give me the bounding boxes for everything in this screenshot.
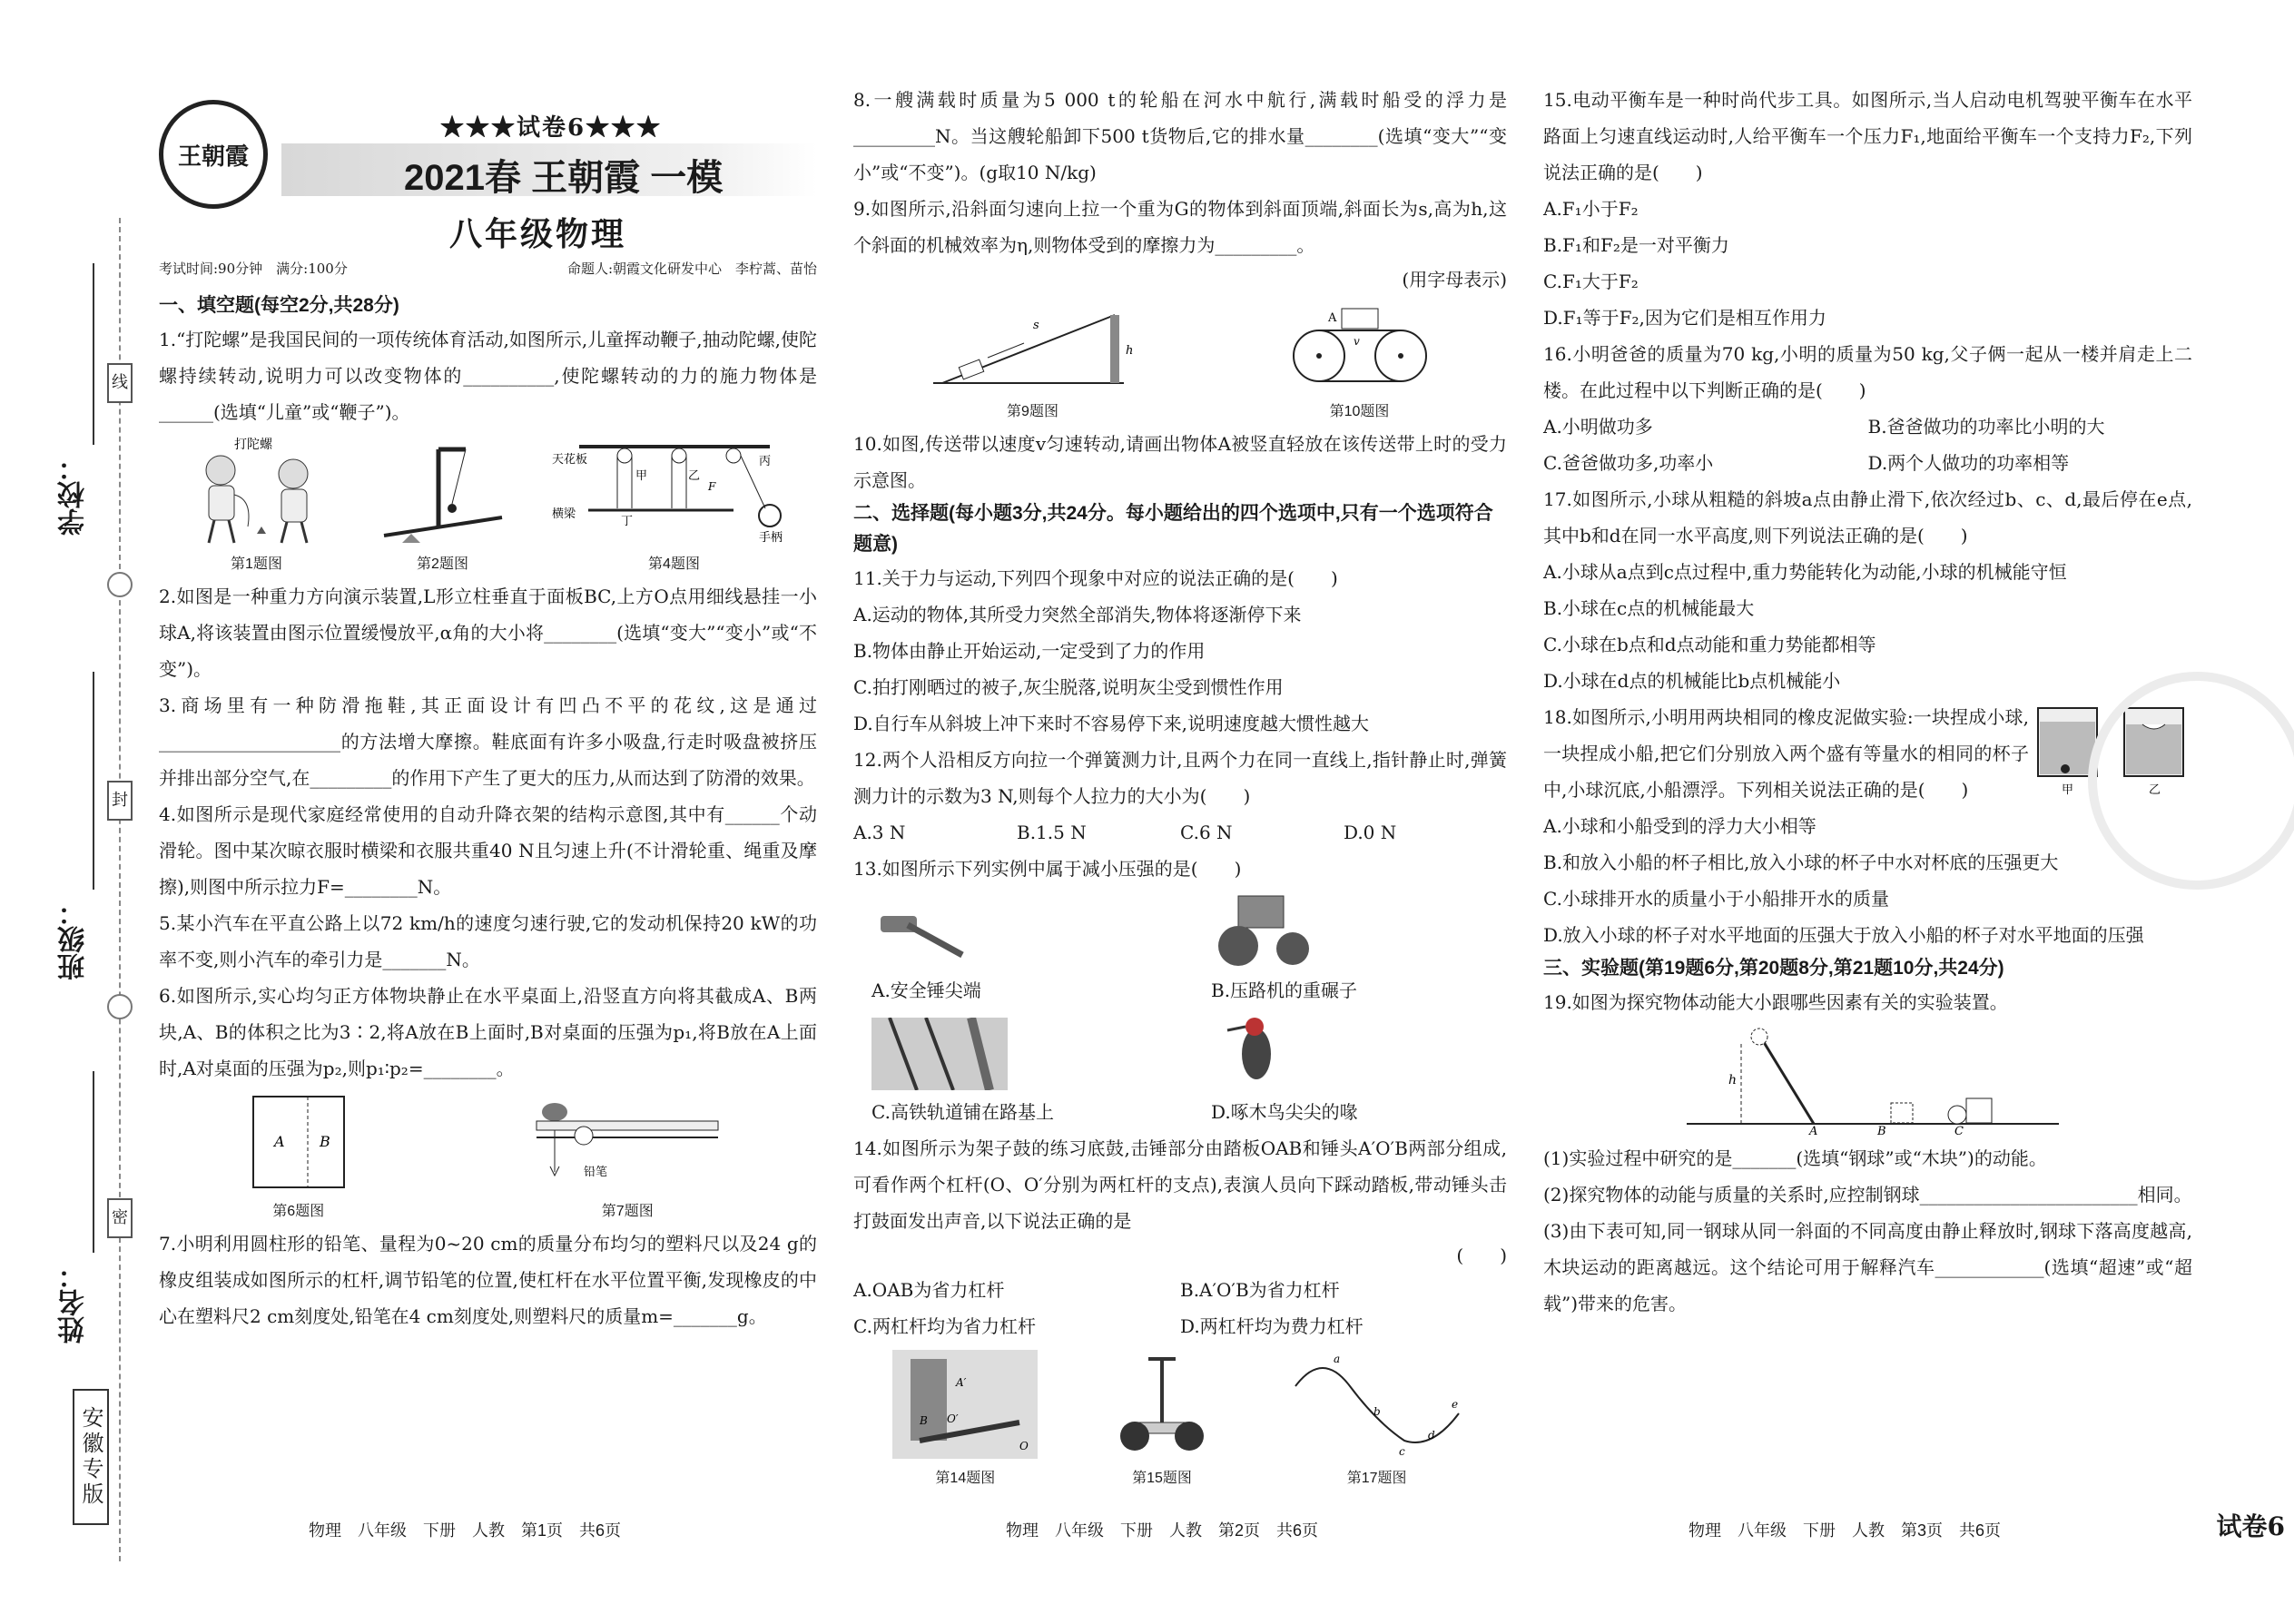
seal-mark-secret: 密	[107, 1198, 133, 1238]
figure-row	[159, 430, 817, 578]
question-9: 9.如图所示,沿斜面匀速向上拉一个重为G的物体到斜面顶端,斜面长为s,高为h,这个斜面的机械效率为η,则物体受到的摩擦力为_________。	[853, 198, 1507, 256]
page-title: 2021春 王朝霞 一模	[404, 158, 724, 198]
question-5: 5.某小汽车在平直公路上以72 km/h的速度匀速行驶,它的发动机保持20 kW的功率不变,则小汽车的牵引力是_______N。	[159, 912, 817, 970]
binding-margin	[0, 0, 150, 1624]
label-point-a: A	[1808, 1125, 1817, 1135]
seal-line	[119, 218, 121, 1561]
question-2: 2.如图是一种重力方向演示装置,L形立柱垂直于面板BC,上方O点用细线悬挂一小球A,将该装置由图示位置缓慢放平,α角的大小将________(选填“变大”“变小”或“不变”)。	[159, 586, 817, 680]
svg-text:c: c	[1398, 1445, 1405, 1458]
label-pulley-c: 丙	[758, 455, 771, 468]
option[interactable]: A.小明做功多	[1543, 416, 1653, 438]
question-16: 16.小明爸爸的质量为70 kg,小明的质量为50 kg,父子俩一起从一楼并肩走上二楼。在此过程中以下判断正确的是( )	[1543, 343, 2192, 401]
option[interactable]: D.放入小球的杯子对水平地面的压强大于放入小船的杯子对水平地面的压强	[1543, 924, 2144, 946]
kinetic-energy-apparatus-diagram	[1669, 1026, 2068, 1135]
section-title: 一、填空题(每空2分,共28分)	[159, 295, 399, 316]
section-title: 二、选择题(每小题3分,共24分。每小题给出的四个选项中,只有一个选项符合题意)	[853, 503, 1493, 555]
option-row	[1543, 445, 2192, 481]
option[interactable]: C.小球排开水的质量小于小船排开水的质量	[1543, 888, 1889, 910]
svg-text:A′: A′	[956, 1376, 967, 1389]
class-label: 班级：	[58, 899, 90, 980]
question-6: 6.如图所示,实心均匀正方体物块静止在水平桌面上,沿竖直方向将其截成A、B两块,A、B的体积之比为3∶2,将A放在B上面时,B对桌面的压强为p₁,将B放在A上面时,A对桌面的压强为p₂,则p₁∶p₂=________。	[159, 985, 817, 1079]
option[interactable]: B.爸爸做功的功率比小明的大	[1867, 416, 2105, 438]
option-figure-b[interactable]	[1211, 887, 1489, 1009]
page-footer-3: 物理 八年级 下册 人教 第3页 共6页	[1689, 1521, 2002, 1540]
figure-4	[552, 436, 797, 573]
option[interactable]: A.3 N	[853, 822, 906, 843]
figure-1	[180, 436, 334, 573]
question-15: 15.电动平衡车是一种时尚代步工具。如图所示,当人启动电机驾驶平衡车在水平路面上匀速直线运动时,人给平衡车一个压力F₁,地面给平衡车一个支持力F₂,下列说法正确的是( )	[1543, 89, 2192, 183]
label-ceiling: 天花板	[551, 453, 587, 467]
figure-15	[1117, 1350, 1207, 1487]
label-pencil: 铅笔	[584, 1166, 608, 1179]
figure-6	[249, 1092, 349, 1220]
label-point-b: B	[1876, 1125, 1886, 1135]
option[interactable]: A.运动的物体,其所受力突然全部消失,物体将逐渐停下来	[853, 604, 1302, 625]
figure-caption: 第9题图	[1007, 404, 1058, 419]
figure-row	[159, 1087, 817, 1225]
name-label: 姓名：	[58, 1262, 90, 1343]
school-label: 学校：	[58, 454, 90, 536]
option-figure-d[interactable]	[1211, 1009, 1489, 1130]
question-17: 17.如图所示,小球从粗糙的斜坡a点由静止滑下,依次经过b、c、d,最后停在e点,其中b和d在同一水平高度,则下列说法正确的是( )	[1543, 488, 2192, 546]
cube-split-diagram	[249, 1092, 349, 1192]
svg-text:d: d	[1427, 1429, 1435, 1442]
figure-caption: 第4题图	[648, 556, 700, 572]
bass-drum-pedal-image	[892, 1350, 1038, 1459]
figure-caption: 第10题图	[1329, 404, 1390, 419]
label-cup-b: 乙	[2149, 783, 2161, 797]
province-label: 安徽专版	[73, 1389, 109, 1525]
slope-ball-diagram	[1286, 1350, 1468, 1459]
balance-scooter-image	[1117, 1350, 1207, 1459]
option: A.安全锤尖端	[871, 979, 981, 1001]
label-pulley-d: 丁	[620, 515, 633, 528]
question-4: 4.如图所示是现代家庭经常使用的自动升降衣架的结构示意图,其中有______个动滑轮。图中某次晾衣服时横梁和衣服共重40 N且匀速上升(不计滑轮重、绳重及摩擦),则图中所示拉力F=________N。	[159, 803, 817, 898]
option-row	[853, 1272, 1507, 1308]
option[interactable]: B.F₁和F₂是一对平衡力	[1543, 234, 1729, 256]
option[interactable]: A.小球从a点到c点过程中,重力势能转化为动能,小球的机械能守恒	[1543, 561, 2067, 583]
svg-text:e: e	[1451, 1398, 1458, 1411]
option[interactable]: B.1.5 N	[1017, 822, 1087, 843]
svg-text:B: B	[920, 1414, 929, 1427]
svg-text:B: B	[319, 1133, 330, 1150]
page-footer-1: 物理 八年级 下册 人教 第1页 共6页	[309, 1521, 622, 1540]
question-19-part-1: (1)实验过程中研究的是_______(选填“钢球”或“木块”)的动能。	[1543, 1147, 2047, 1169]
option-row	[1543, 408, 2192, 445]
figure-2	[375, 436, 511, 573]
label-point-c: C	[1954, 1125, 1964, 1135]
option[interactable]: D.F₁等于F₂,因为它们是相互作用力	[1543, 307, 1826, 329]
option[interactable]: B.物体由静止开始运动,一定受到了力的作用	[853, 640, 1206, 662]
figure-caption: 第14题图	[935, 1471, 996, 1486]
figure-10	[1283, 301, 1437, 420]
answer-paren[interactable]: ( )	[1456, 1245, 1507, 1266]
figure-caption: 第7题图	[601, 1204, 654, 1219]
option[interactable]: C.小球在b点和d点动能和重力势能都相等	[1543, 634, 1876, 655]
option: C.高铁轨道铺在路基上	[871, 1101, 1054, 1123]
question-7: 7.小明利用圆柱形的铅笔、量程为0~20 cm的质量分布均匀的塑料尺以及24 g的橡皮组装成如图所示的杠杆,调节铅笔的位置,使杠杆在水平位置平衡,发现橡皮的中心在塑料尺2 cm刻度处,铅笔在4 cm刻度处,则塑料尺的质量m=_______g。	[159, 1233, 817, 1327]
svg-text:s: s	[1032, 319, 1039, 332]
option[interactable]: C.6 N	[1180, 822, 1233, 843]
binding-hole	[107, 994, 133, 1019]
option-figure-a[interactable]	[871, 905, 1149, 1009]
svg-text:v: v	[1353, 335, 1360, 348]
page-footer-2: 物理 八年级 下册 人教 第2页 共6页	[1006, 1521, 1319, 1540]
brand-logo: 王朝霞	[159, 100, 268, 209]
option: B.压路机的重碾子	[1211, 979, 1358, 1001]
page-column-1	[159, 82, 817, 1552]
option[interactable]: C.爸爸做功多,功率小	[1543, 452, 1714, 474]
question-14: 14.如图所示为架子鼓的练习底鼓,击锤部分由踏板OAB和锤头A′O′B两部分组成,可看作两个杠杆(O、O′分别为两杠杆的支点),表演人员向下踩动踏板,带动锤头击打鼓面发出声音,以下说法正确的是	[853, 1137, 1507, 1232]
exam-time: 考试时间:90分钟 满分:100分	[159, 261, 348, 277]
option[interactable]: D.小球在d点的机械能比b点机械能小	[1543, 670, 1841, 692]
option[interactable]: B.小球在c点的机械能最大	[1543, 597, 1755, 619]
option-figure-c[interactable]	[871, 1018, 1149, 1130]
figure-label: 打陀螺	[233, 438, 272, 452]
svg-text:a: a	[1333, 1353, 1340, 1365]
option[interactable]: C.F₁大于F₂	[1543, 271, 1639, 292]
figure-14	[892, 1350, 1038, 1487]
safety-hammer-image	[871, 905, 971, 969]
label-pulley-a: 甲	[635, 469, 647, 483]
question-19-part-3: (3)由下表可知,同一钢球从同一斜面的不同高度由静止释放时,钢球下落高度越高,木块运动的距离越远。这个结论可用于解释汽车____________(选填“超速”或“超载”)带来的危害。	[1543, 1220, 2192, 1314]
label-crossbeam: 横梁	[551, 507, 576, 521]
option[interactable]: A.小球和小船受到的浮力大小相等	[1543, 815, 1816, 837]
svg-text:O′: O′	[947, 1412, 959, 1425]
pencil-lever-diagram	[527, 1092, 727, 1192]
label-cup-a: 甲	[2062, 783, 2074, 797]
page-column-2	[853, 82, 1507, 1552]
option[interactable]: D.自行车从斜坡上冲下来时不容易停下来,说明速度越大惯性越大	[853, 713, 1370, 734]
conveyor-belt-diagram	[1283, 301, 1437, 392]
question-13: 13.如图所示下列实例中属于减小压强的是( )	[853, 858, 1242, 880]
seal-mark-line: 线	[107, 363, 133, 403]
question-19-part-2: (2)探究物体的动能与质量的关系时,应控制钢球________________________相同。	[1543, 1184, 2192, 1206]
paper-badge: 试卷6	[2216, 1511, 2285, 1541]
option[interactable]: D.两个人做功的功率相等	[1867, 452, 2070, 474]
question-19: 19.如图为探究物体动能大小跟哪些因素有关的实验装置。	[1543, 991, 2008, 1013]
label-force: F	[707, 480, 715, 493]
question-12: 12.两个人沿相反方向拉一个弹簧测力计,且两个力在同一直线上,指针静止时,弹簧测力计的示数为3 N,则每个人拉力的大小为( )	[853, 749, 1507, 807]
paper-header	[159, 82, 817, 290]
figure-row	[853, 1344, 1507, 1492]
clothes-rack-diagram	[552, 436, 797, 545]
option[interactable]: D.两杠杆均为费力杠杆	[1180, 1315, 1364, 1337]
rail-track-image	[871, 1018, 1008, 1090]
figure-9	[924, 301, 1142, 420]
watermark-seal	[2088, 672, 2294, 890]
gravity-demo-diagram	[375, 436, 511, 545]
figure-17	[1286, 1350, 1468, 1487]
option[interactable]: B.A′O′B为省力杠杆	[1180, 1279, 1340, 1301]
name-field[interactable]	[93, 1071, 94, 1253]
section-title: 三、实验题(第19题6分,第20题8分,第21题10分,共24分)	[1543, 958, 2004, 979]
option[interactable]: A.OAB为省力杠杆	[853, 1279, 1005, 1301]
figure-row	[853, 887, 1507, 1009]
road-roller-image	[1211, 887, 1320, 969]
label-handle: 手柄	[758, 531, 783, 545]
woodpecker-image	[1211, 1009, 1293, 1090]
figure-caption: 第1题图	[231, 556, 282, 572]
class-field[interactable]	[93, 672, 94, 890]
question-10: 10.如图,传送带以速度v匀速转动,请画出物体A被竖直轻放在该传送带上时的受力示意图。	[853, 433, 1507, 491]
authors: 命题人:朝霞文化研发中心 李柠蒿、苗怡	[566, 261, 817, 277]
figure-caption: 第17题图	[1346, 1471, 1407, 1486]
label-height: h	[1728, 1073, 1737, 1088]
option[interactable]: D.0 N	[1344, 822, 1397, 843]
figure-caption: 第6题图	[272, 1204, 325, 1219]
figure-row	[853, 1009, 1507, 1130]
svg-text:h: h	[1125, 344, 1133, 358]
figure-7	[527, 1092, 727, 1220]
subject-title: 八年级物理	[449, 215, 627, 252]
question-9-note: (用字母表示)	[1402, 269, 1507, 290]
figure-row	[853, 296, 1507, 426]
question-3: 3.商场里有一种防滑拖鞋,其正面设计有凹凸不平的花纹,这是通过____________________的方法增大摩擦。鞋底面有许多小吸盘,行走时吸盘被挤压并排出部分空气,在_________的作用下产生了更大的压力,从而达到了防滑的效果。	[159, 694, 817, 789]
option[interactable]: C.两杠杆均为省力杠杆	[853, 1315, 1036, 1337]
option-row	[853, 1308, 1507, 1344]
svg-text:b: b	[1373, 1405, 1381, 1418]
incline-diagram	[924, 301, 1142, 392]
svg-text:A: A	[1327, 311, 1336, 325]
option[interactable]: A.F₁小于F₂	[1543, 198, 1639, 220]
school-field[interactable]	[93, 263, 94, 445]
option[interactable]: C.拍打刚晒过的被子,灰尘脱落,说明灰尘受到惯性作用	[853, 676, 1284, 698]
label-pulley-b: 乙	[687, 469, 700, 483]
figure-caption: 第15题图	[1132, 1471, 1192, 1486]
svg-text:O: O	[1019, 1440, 1029, 1452]
question-18: 18.如图所示,小明用两块相同的橡皮泥做实验:一块捏成小球,一块捏成小船,把它们分别放入两个盛有等量水的相同的杯子中,小球沉底,小船漂浮。下列相关说法正确的是( )	[1543, 706, 2029, 801]
option[interactable]: B.和放入小船的杯子相比,放入小球的杯子中水对杯底的压强更大	[1543, 851, 2059, 873]
exam-meta	[159, 259, 817, 278]
binding-hole	[107, 572, 133, 597]
paper-number: ★★★试卷6★★★	[440, 114, 663, 142]
option: D.啄木鸟尖尖的喙	[1211, 1101, 1358, 1123]
option-row	[853, 814, 1507, 851]
question-8: 8.一艘满载时质量为5 000 t的轮船在河水中航行,满载时船受的浮力是_________N。当这艘轮船卸下500 t货物后,它的排水量________(选填“变大”“变小”或“不变”)。(g取10 N/kg)	[853, 89, 1507, 183]
top-spinning-illustration	[180, 436, 334, 545]
question-1: 1.“打陀螺”是我国民间的一项传统体育活动,如图所示,儿童挥动鞭子,抽动陀螺,使陀螺持续转动,说明力可以改变物体的__________,使陀螺转动的力的施力物体是______(选填“儿童”或“鞭子”)。	[159, 329, 817, 423]
figure-row	[1543, 1020, 2192, 1140]
svg-text:A: A	[273, 1133, 285, 1150]
figure-caption: 第2题图	[417, 556, 468, 572]
seal-mark-seal: 封	[107, 781, 133, 821]
question-11: 11.关于力与运动,下列四个现象中对应的说法正确的是( )	[853, 567, 1338, 589]
